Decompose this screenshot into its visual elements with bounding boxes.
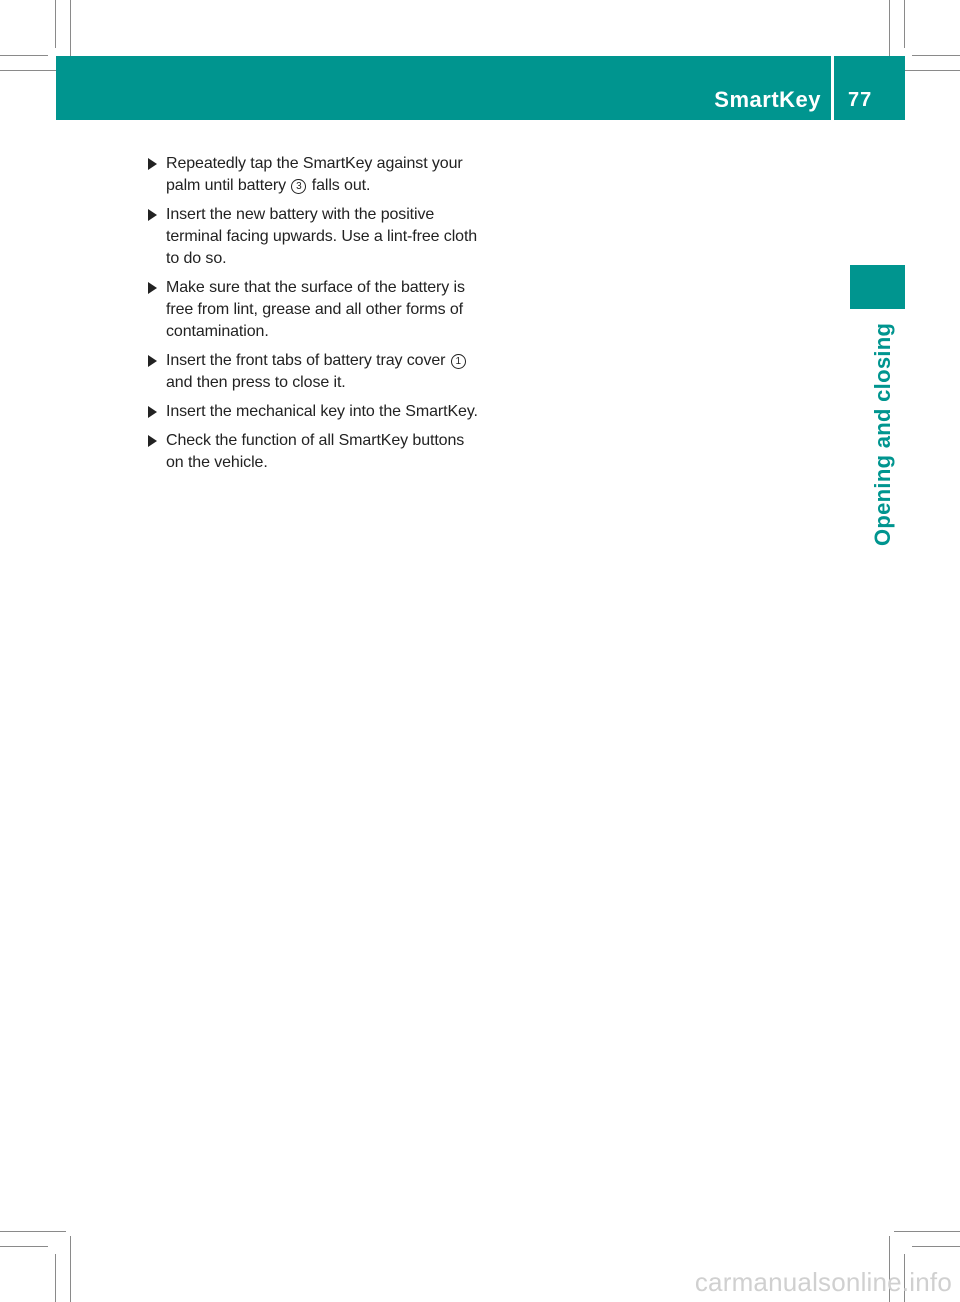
crop-mark [70,1236,71,1302]
crop-mark [912,55,960,56]
crop-mark [0,1246,48,1247]
arrow-right-icon [148,435,157,447]
step-text: Repeatedly tap the SmartKey against your palm until battery [166,155,463,194]
crop-mark [55,0,56,48]
crop-mark [912,1246,960,1247]
crop-mark [904,0,905,48]
arrow-right-icon [148,158,157,170]
step-text: Insert the front tabs of battery tray cover [166,352,450,369]
arrow-right-icon [148,406,157,418]
crop-mark [894,1231,960,1232]
instruction-step [146,204,486,270]
chapter-label-container [850,316,905,546]
header-divider [831,56,834,120]
page-number: 77 [848,89,873,111]
step-text: and then press to close it. [166,374,346,391]
chapter-tab [850,265,905,309]
callout-number-icon: 3 [291,179,306,194]
crop-mark [0,1231,66,1232]
step-text: falls out. [307,177,371,194]
crop-mark [0,55,48,56]
instruction-step [146,277,486,343]
instruction-step [146,401,486,423]
crop-mark [55,1254,56,1302]
chapter-label: Opening and closing [869,322,895,546]
page-header [56,56,905,120]
callout-number-icon: 1 [451,354,466,369]
arrow-right-icon [148,209,157,221]
step-text: Check the function of all SmartKey buttons on the vehicle. [166,432,465,471]
instruction-list [146,153,486,481]
watermark: carmanualsonline.info [694,1267,952,1297]
instruction-step [146,153,486,197]
instruction-step [146,430,486,474]
instruction-step [146,350,486,394]
step-text: Make sure that the surface of the battery is free from lint, grease and all other forms of contamination. [166,279,465,340]
arrow-right-icon [148,282,157,294]
arrow-right-icon [148,355,157,367]
step-text: Insert the new battery with the positive terminal facing upwards. Use a lint-free cloth to do so. [166,206,478,267]
step-text: Insert the mechanical key into the SmartKey. [166,403,478,420]
section-title: SmartKey [714,87,821,112]
